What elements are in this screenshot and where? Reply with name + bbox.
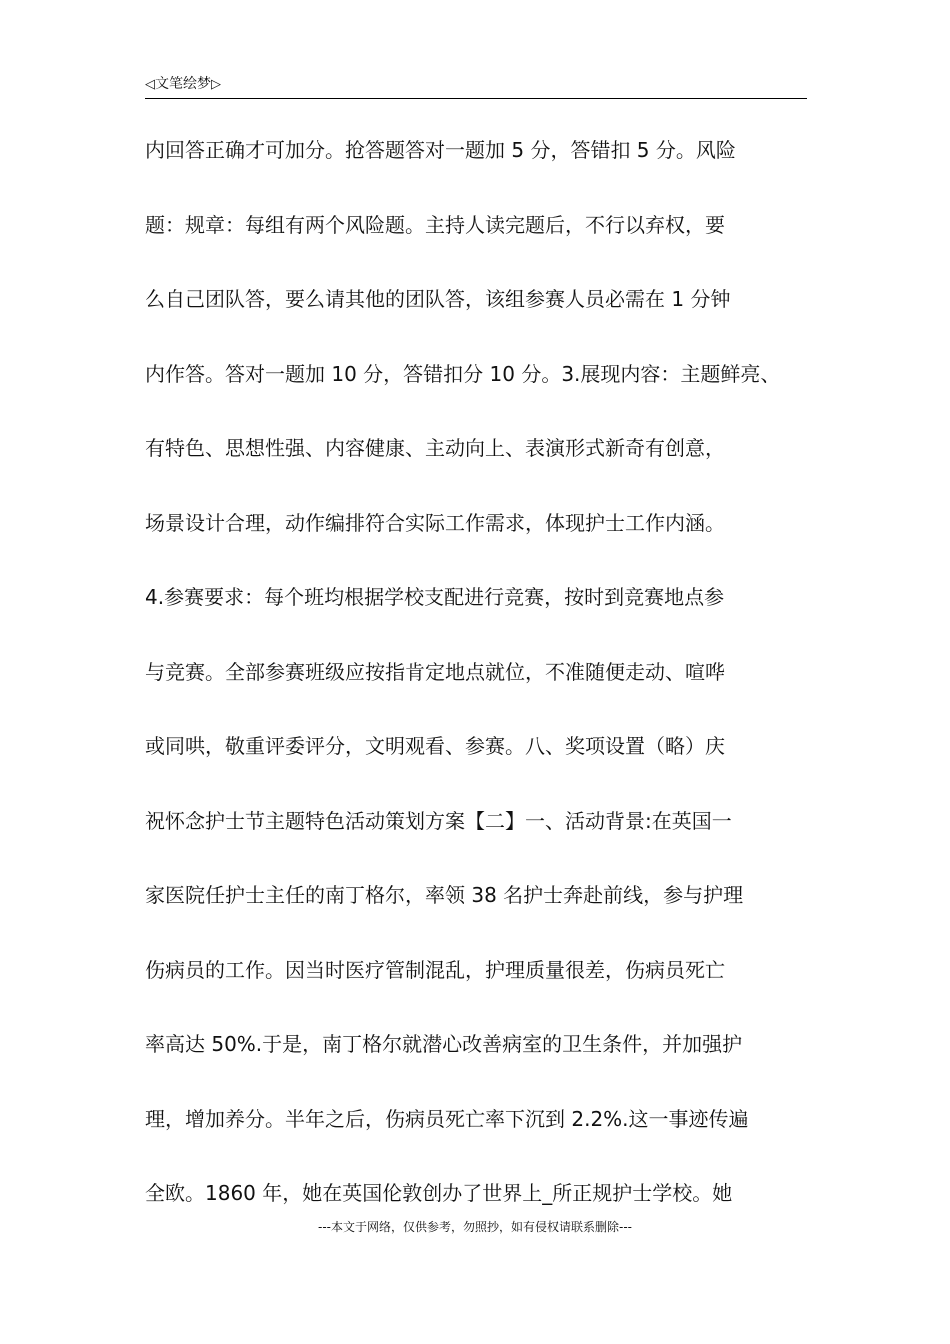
text-line: 有特色、思想性强、内容健康、主动向上、表演形式新奇有创意， — [145, 436, 725, 460]
text-line: 场景设计合理，动作编排符合实际工作需求，体现护士工作内涵。 — [145, 510, 725, 535]
right-triangle-icon: ▷ — [211, 77, 221, 92]
text-line: 全欧。1860 年，她在英国伦敦创办了世界上_所正规护士学校。她 — [145, 1181, 733, 1205]
header-title: 文笔绘梦 — [155, 76, 211, 92]
left-triangle-icon: ◁ — [145, 77, 155, 92]
text-line: 祝怀念护士节主题特色活动策划方案【二】一、活动背景:在英国一 — [145, 808, 732, 833]
text-line: 题：规章：每组有两个风险题。主持人读完题后，不行以弃权，要 — [145, 212, 725, 237]
text-line: 或同哄，敬重评委评分，文明观看、参赛。八、奖项设置（略）庆 — [145, 734, 725, 758]
page-header — [145, 72, 807, 99]
text-line: 家医院任护士主任的南丁格尔，率领 38 名护士奔赴前线，参与护理 — [145, 883, 744, 907]
text-line: 率高达 50%.于是，南丁格尔就潜心改善病室的卫生条件，并加强护 — [145, 1032, 743, 1056]
text-line: 内回答正确才可加分。抢答题答对一题加 5 分，答错扣 5 分。风险 — [145, 138, 736, 162]
text-line: 与竞赛。全部参赛班级应按指肯定地点就位，不准随便走动、喧哗 — [145, 659, 725, 684]
text-line: 伤病员的工作。因当时医疗管制混乱，护理质量很差，伤病员死亡 — [145, 957, 725, 982]
text-line: 理，增加养分。半年之后，伤病员死亡率下沉到 2.2%.这一事迹传遍 — [145, 1106, 749, 1131]
footer-disclaimer: ---本文于网络，仅供参考，勿照抄，如有侵权请联系删除--- — [318, 1220, 632, 1234]
body-text — [145, 127, 813, 1245]
text-line: 么自己团队答，要么请其他的团队答，该组参赛人员必需在 1 分钟 — [145, 287, 731, 311]
text-line: 内作答。答对一题加 10 分，答错扣分 10 分。3.展现内容：主题鲜亮、 — [145, 361, 781, 386]
text-line: 4.参赛要求：每个班均根据学校支配进行竞赛，按时到竞赛地点参 — [145, 585, 725, 609]
